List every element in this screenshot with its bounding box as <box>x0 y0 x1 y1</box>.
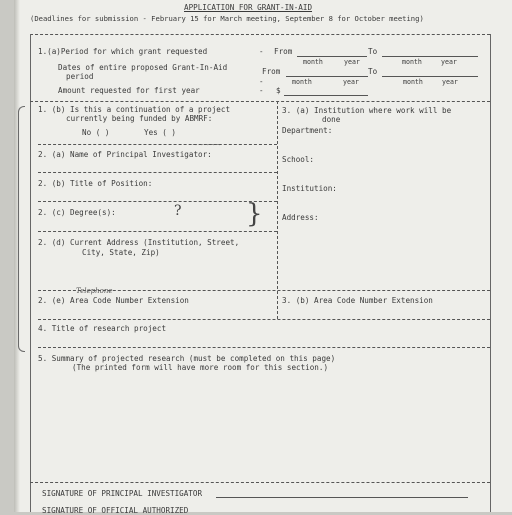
dates-from-label: From <box>262 67 281 76</box>
continuation-line1: 1. (b) Is this a continuation of a project <box>38 105 231 114</box>
title-of-position-label: 2. (b) Title of Position: <box>38 179 153 188</box>
amount-dollar-sign: $ <box>276 86 281 95</box>
section1-divider <box>30 101 490 102</box>
current-address-line2: City, State, Zip) <box>82 248 160 257</box>
period-from-year: year <box>344 58 360 66</box>
section2a-divider <box>38 172 277 173</box>
period-label: 1.(a)Period for which grant requested <box>38 47 208 56</box>
period-from-dash: - <box>259 47 264 56</box>
summary-label-line1: 5. Summary of projected research (must be completed on this page) <box>38 354 336 363</box>
section2c-divider <box>38 231 277 232</box>
handwritten-scribble-2a: ~~~~~ <box>192 141 222 149</box>
period-to-label: To <box>368 47 378 56</box>
period-to-month: month <box>402 58 422 66</box>
form-right-border <box>490 34 491 512</box>
department-label: Department: <box>282 126 333 135</box>
principal-signature-line[interactable] <box>216 497 468 498</box>
degrees-label: 2. (c) Degree(s): <box>38 208 116 217</box>
summary-label-line2: (The printed form will have more room for this section.) <box>72 363 329 372</box>
form-title: APPLICATION FOR GRANT-IN-AID <box>184 3 313 12</box>
dates-from-dash: - <box>259 77 264 86</box>
period-from-month: month <box>303 58 323 66</box>
research-title-label: 4. Title of research project <box>38 324 167 333</box>
dates-from-field[interactable] <box>286 76 368 77</box>
application-form-page <box>14 0 512 515</box>
official-signature-label: SIGNATURE OF OFFICIAL AUTHORIZED <box>42 506 189 515</box>
column-divider <box>277 101 278 319</box>
dates-from-year: year <box>343 78 359 86</box>
principal-signature-label: SIGNATURE OF PRINCIPAL INVESTIGATOR <box>42 489 203 498</box>
deadlines-note: (Deadlines for submission - February 15 for March meeting, September 8 for October meeting) <box>30 14 424 23</box>
section3b-divider <box>38 319 490 320</box>
institution-where-done-line2: done <box>322 115 341 124</box>
dates-label-line1: Dates of entire proposed Grant-In-Aid <box>58 63 228 72</box>
school-label: School: <box>282 155 315 164</box>
handwritten-left-bracket <box>18 106 25 352</box>
signature-divider <box>30 482 490 483</box>
amount-label: Amount requested for first year <box>58 86 200 95</box>
handwritten-brace-2c: } <box>246 199 263 229</box>
address-label: Address: <box>282 213 319 222</box>
dates-from-month: month <box>292 78 312 86</box>
dates-label-line2: period <box>66 72 94 81</box>
continuation-yes-option[interactable]: Yes ( ) <box>144 128 177 137</box>
period-from-label: From <box>274 47 293 56</box>
section1b-divider <box>38 144 277 145</box>
dates-to-label: To <box>368 67 378 76</box>
area-code-label-3b: 3. (b) Area Code Number Extension <box>282 296 433 305</box>
area-code-label-2e: 2. (e) Area Code Number Extension <box>38 296 189 305</box>
continuation-line2: currently being funded by ABMRF: <box>66 114 213 123</box>
amount-field[interactable] <box>284 95 368 96</box>
form-left-border <box>30 34 31 512</box>
dates-to-month: month <box>403 78 423 86</box>
period-from-field[interactable] <box>297 56 367 57</box>
section4-divider <box>38 347 490 348</box>
period-to-field[interactable] <box>382 56 478 57</box>
handwritten-telephone: Telephone <box>76 287 113 295</box>
current-address-line1: 2. (d) Current Address (Institution, Street, <box>38 238 240 247</box>
section2b-divider <box>38 201 277 202</box>
amount-dash: - <box>259 86 264 95</box>
principal-investigator-label: 2. (a) Name of Principal Investigator: <box>38 150 212 159</box>
institution-label: Institution: <box>282 184 337 193</box>
period-to-year: year <box>441 58 457 66</box>
institution-where-done-line1: 3. (a) Institution where work will be <box>282 106 452 115</box>
dates-to-field[interactable] <box>382 76 478 77</box>
dates-to-year: year <box>442 78 458 86</box>
handwritten-mark-2c: ? <box>174 203 182 219</box>
form-top-border <box>30 34 490 35</box>
continuation-no-option[interactable]: No ( ) <box>82 128 110 137</box>
